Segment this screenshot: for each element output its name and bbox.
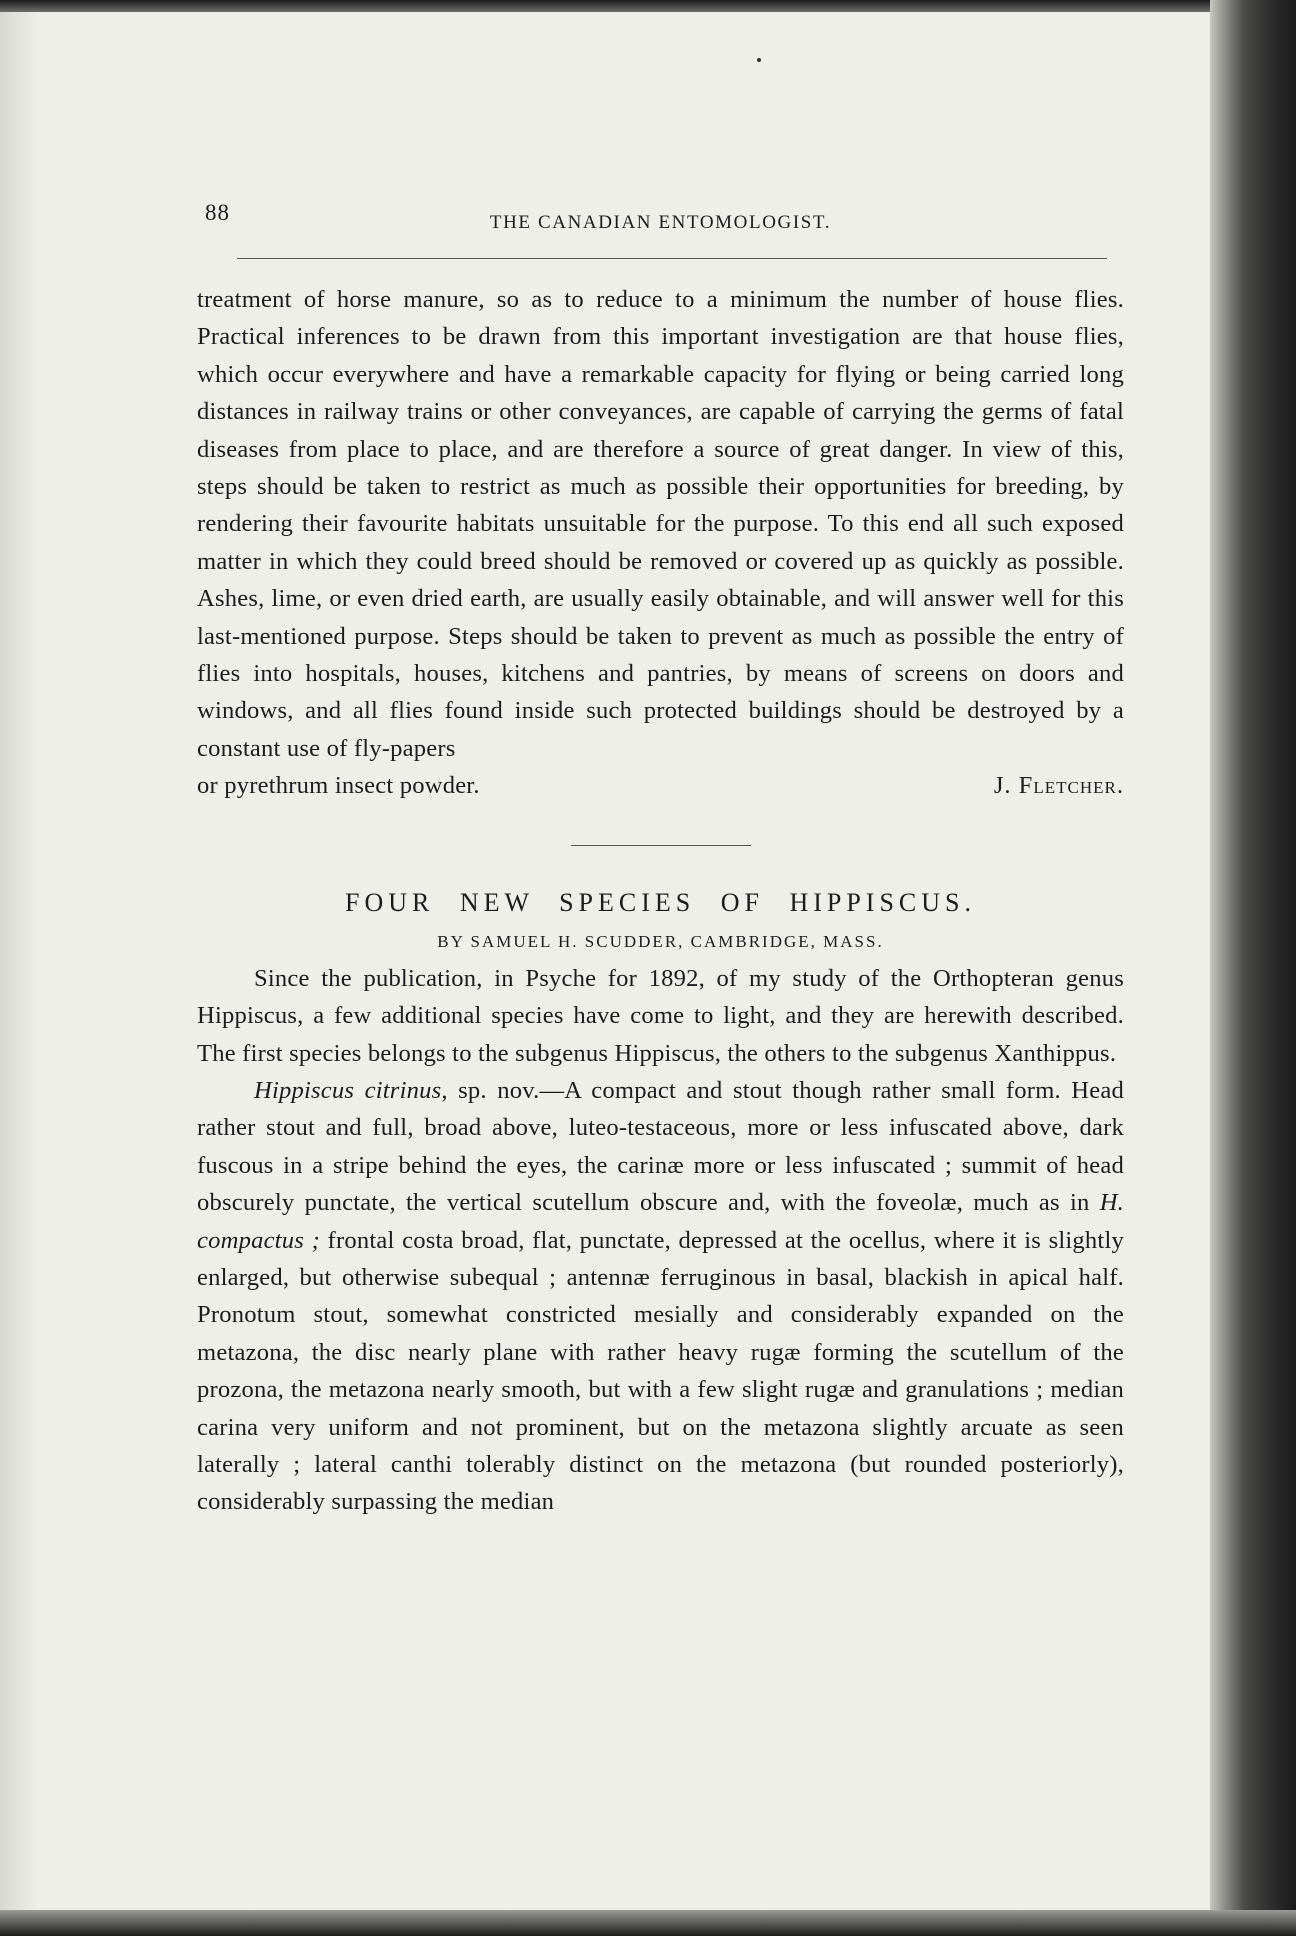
dust-speck bbox=[757, 58, 761, 62]
continued-paragraph: treatment of horse manure, so as to reduce to a minimum the number of house flies. Practical inferences to be drawn from this important investigation are that house flies, which occur everywhere and have a remarkable capacity for flying or being carried long distances in railway trains or other conveyances, are capable of carrying the germs of fatal diseases from place to place, and are therefore a source of great danger. In view of this, steps should be taken to restrict as much as possible their opportunities for breeding, by rendering their favourite habitats unsuitable for the purpose. To this end all such exposed matter in which they could breed should be removed or covered up as quickly as possible. Ashes, lime, or even dried earth, are usually easily obtainable, and will answer well for this last-mentioned purpose. Steps should be taken to prevent as much as possible the entry of flies into hospitals, houses, kitchens and pantries, by means of screens on doors and windows, and all flies found inside such protected buildings should be destroyed by a constant use of fly-papers bbox=[197, 286, 1124, 762]
scan-top-edge bbox=[0, 0, 1296, 12]
article-body bbox=[197, 960, 1124, 1521]
running-head bbox=[197, 200, 1124, 236]
article-byline: BY SAMUEL H. SCUDDER, CAMBRIDGE, MASS. bbox=[437, 931, 884, 951]
page-number: 88 bbox=[205, 200, 230, 225]
species-description-part-1: sp. nov.—A compact and stout though rather small form. Head rather stout and full, broad above, luteo-testaceous, more or less infuscated above, dark fuscous in a stripe behind the eyes, the carinæ more or less infuscated ; summit of head obscurely punctate, the vertical scutellum obscure and, with the foveolæ, much as in bbox=[197, 1076, 1124, 1217]
journal-title: THE CANADIAN ENTOMOLOGIST. bbox=[489, 212, 832, 233]
closing-text: or pyrethrum insect powder. bbox=[197, 772, 480, 800]
continued-text bbox=[197, 281, 1124, 805]
scan-right-edge bbox=[1210, 0, 1296, 1936]
scan-left-edge bbox=[0, 0, 40, 1936]
closing-line bbox=[197, 767, 1124, 804]
author-signature: J. Fletcher. bbox=[993, 772, 1124, 800]
header-rule bbox=[237, 258, 1107, 259]
species-description-part-2: frontal costa broad, flat, punctate, depressed at the ocellus, where it is slightly enlarged, but otherwise subequal ; antennæ ferruginous in basal, blackish in apical half. Pronotum stout, somewhat constricted mesially and considerably expanded on the metazona, the disc nearly plane with rather heavy rugæ forming the scutellum of the prozona, the metazona nearly smooth, but with a few slight rugæ and granulations ; median carina very uniform and not prominent, but on the metazona slightly arcuate as seen laterally ; lateral canthi tolerably distinct on the metazona (but rounded posteriorly), considerably surpassing the median bbox=[197, 1226, 1124, 1516]
species-reference: H. compactus ; bbox=[197, 1189, 1124, 1254]
section-divider bbox=[571, 845, 751, 846]
species-paragraph bbox=[197, 1072, 1124, 1521]
intro-paragraph: Since the publication, in Psyche for 1892, of my study of the Orthopteran genus Hippiscus, a few additional species have come to light, and they are herewith described. The first species belongs to the subgenus Hippiscus, the others to the subgenus Xanthippus. bbox=[197, 964, 1124, 1067]
article-title: FOUR NEW SPECIES OF HIPPISCUS. bbox=[344, 887, 976, 917]
page-content bbox=[197, 200, 1124, 1521]
scan-bottom-edge bbox=[0, 1910, 1296, 1936]
species-name: Hippiscus citrinus, bbox=[254, 1076, 448, 1104]
